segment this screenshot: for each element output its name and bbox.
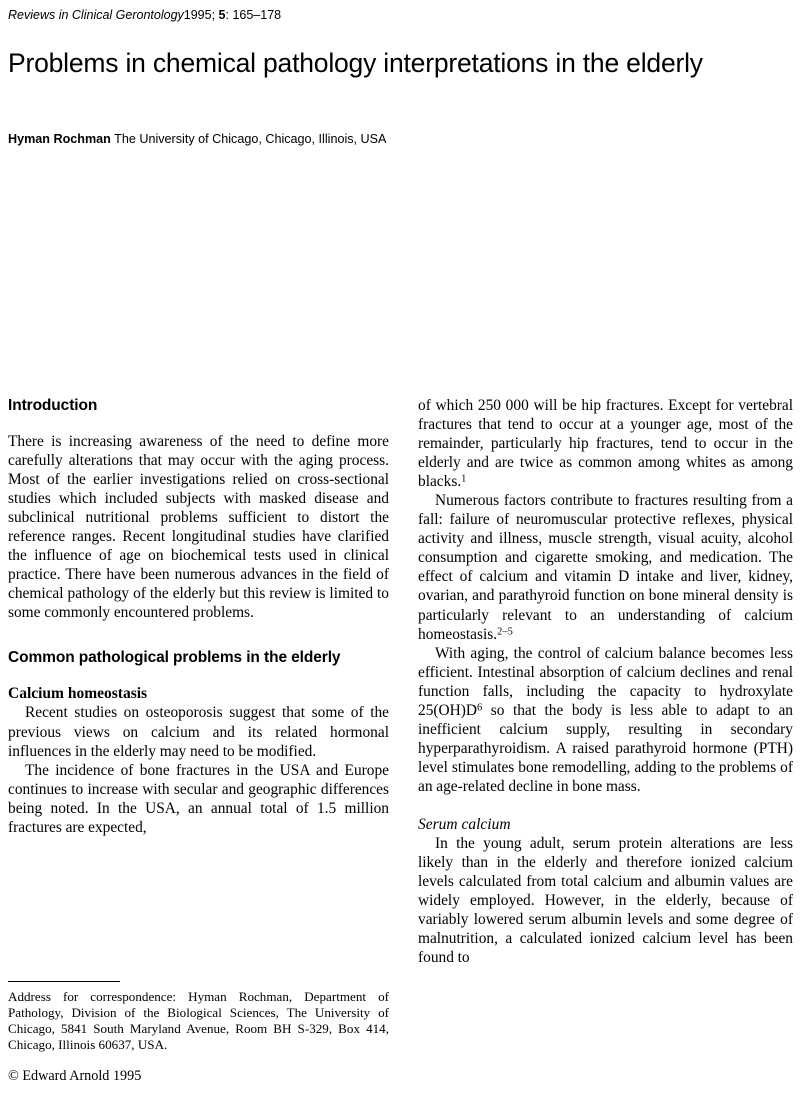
journal-volume: 5: [218, 8, 226, 22]
paragraph-hip-fractures: [418, 396, 793, 491]
subheading-serum-calcium: Serum calcium: [418, 815, 511, 833]
section-heading-common-pathological-problems: Common pathological problems in the elderly: [8, 649, 341, 667]
paragraph-hip-fractures-text: of which 250 000 will be hip fractures. Except for vertebral fractures that tend to occur at a younger age, most of the remainder, particularly hip fractures, tend to occur in the elderly and are twice as common among whites as among blacks.: [418, 397, 793, 491]
byline: [8, 131, 768, 147]
journal-pages: : 165–178: [225, 8, 282, 22]
left-column: [8, 396, 389, 837]
paragraph-calcium-balance-text-a: With aging, the control of calcium balance becomes less efficient. Intestinal absorption of calcium declines and renal function falls, including the capacity to hydroxylate 25(OH)D: [418, 644, 793, 719]
copyright-line: © Edward Arnold 1995: [8, 1068, 142, 1084]
article-title: Problems in chemical pathology interpretations in the elderly: [8, 48, 703, 78]
paragraph-fracture-factors-text: Numerous factors contribute to fractures resulting from a fall: failure of neuromuscular protective reflexes, physical activity and illness, muscle strength, visual acuity, alcohol consumption and cigarette smoking, and medication. The effect of calcium and vitamin D intake and liver, kidney, ovarian, and parathyroid function on bone mineral density is particularly relevant to an understanding of calcium homeostasis.: [418, 492, 793, 643]
paragraph-calcium-balance-text-b: so that the body is less able to adapt to an inefficient calcium supply, resulting in secondary hyperparathyroidism. A raised parathyroid hormone (PTH) level stimulates bone remodelling, adding to the problems of an age-related decline in bone mass.: [418, 701, 793, 795]
section-heading-introduction: Introduction: [8, 397, 98, 414]
footnote-correspondence: Address for correspondence: Hyman Rochman, Department of Pathology, Division of the Biological Sciences, The University of Chicago, 5841 South Maryland Avenue, Room BH S-329, Box 414, Chicago, Illinois 60637, USA.: [8, 989, 389, 1053]
reference-marker-6: 6: [477, 702, 483, 714]
running-head: [8, 8, 768, 23]
reference-marker-2-5: 2–5: [497, 626, 513, 638]
author-name: Hyman Rochman: [8, 132, 111, 146]
paragraph-calcium-balance: [418, 644, 793, 796]
journal-year: 1995;: [183, 8, 216, 22]
right-column: [418, 396, 793, 967]
author-affiliation: The University of Chicago, Chicago, Illinois, USA: [114, 132, 387, 146]
paragraph-fracture-factors: [418, 491, 793, 643]
paragraph-bone-fractures: The incidence of bone fractures in the USA and Europe continues to increase with secular and geographic differences being noted. In the USA, an annual total of 1.5 million fractures are expected,: [8, 761, 389, 836]
paragraph-introduction: There is increasing awareness of the need to define more carefully alterations that may occur with the aging process. Most of the earlier investigations relied on cross-sectional studies which included subjects with masked disease and subclinical nutritional problems sufficient to distort the reference ranges. Recent longitudinal studies have clarified the influence of age on biochemical tests used in clinical practice. There have been numerous advances in the field of chemical pathology of the elderly but this review is limited to some commonly encountered problems.: [8, 433, 389, 622]
subheading-calcium-homeostasis: Calcium homeostasis: [8, 685, 148, 703]
paragraph-serum-calcium: In the young adult, serum protein alterations are less likely than in the elderly and therefore ionized calcium levels calculated from total calcium and albumin values are widely employed. However, in the elderly, because of variably lowered serum albumin levels and some degree of malnutrition, a calculated ionized calcium level has been found to: [418, 834, 793, 967]
reference-marker-1: 1: [461, 473, 467, 485]
footnote-divider: [8, 981, 120, 982]
journal-name: Reviews in Clinical Gerontology: [8, 8, 184, 22]
paragraph-osteoporosis: Recent studies on osteoporosis suggest that some of the previous views on calcium and its related hormonal influences in the elderly may need to be modified.: [8, 704, 389, 760]
